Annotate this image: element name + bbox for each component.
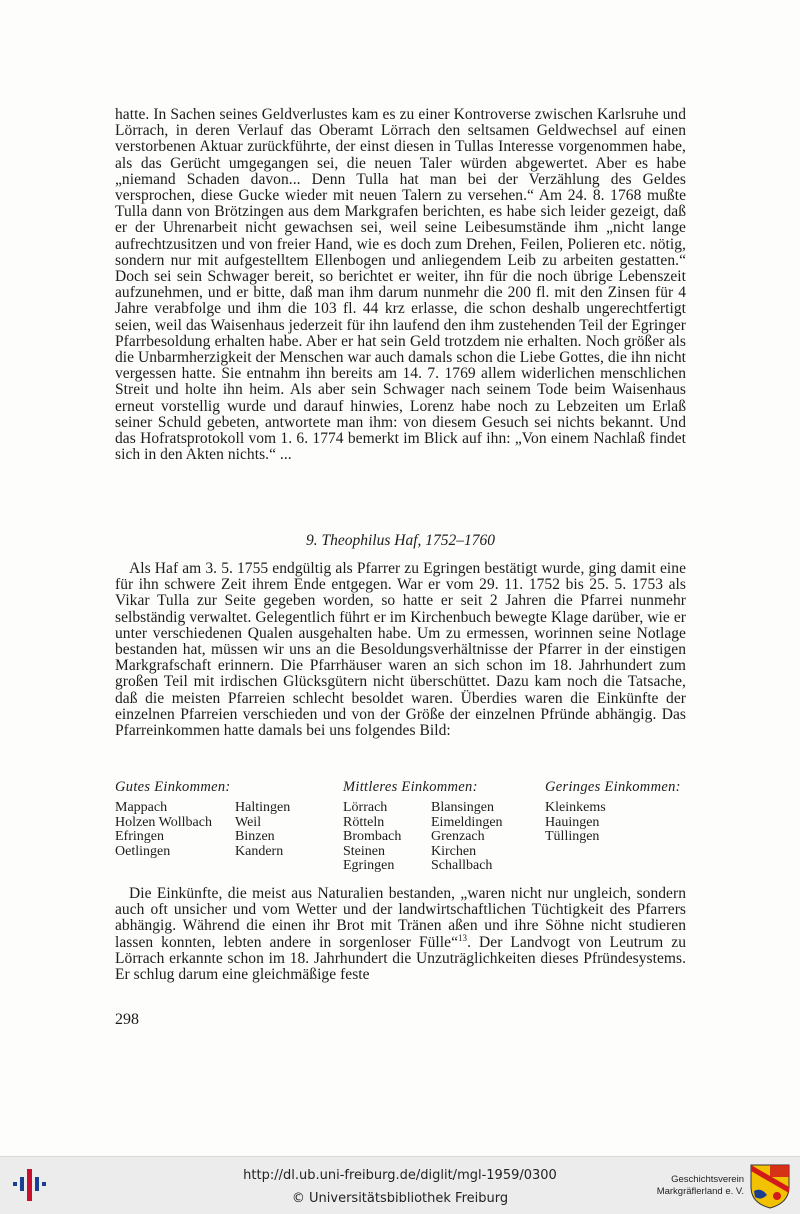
good-income-group — [115, 780, 231, 801]
body-text-top — [115, 107, 686, 463]
good-income-col2 — [235, 801, 290, 859]
list-item: Hauingen — [545, 814, 600, 830]
list-item: Kandern — [235, 843, 284, 859]
list-item: Oetlingen — [115, 843, 171, 859]
good-income-col1 — [115, 801, 212, 859]
footnote-marker[interactable]: 13 — [458, 932, 468, 943]
list-item: Eimeldingen — [431, 814, 503, 830]
list-item: Binzen — [235, 829, 275, 845]
society-name[interactable] — [657, 1174, 744, 1198]
low-income-col1 — [545, 801, 606, 845]
body-text-bottom — [115, 886, 686, 983]
list-item: Kleinkems — [545, 800, 606, 815]
paragraph-3-text-a: Die Einkünfte, die meist aus Naturalien bestanden, „waren nicht nur ungleich, sondern auch oft unsicher und vom Wetter und der landwirtschaftlichen Tüchtigkeit des Pfarrers abhängig. Während die einen ihr Brot mit Tränen aßen und ihre Söhne nicht studieren lassen konnten, lebten andere in sorgenloser Fülle“ — [115, 885, 686, 951]
copyright-text: © Universitätsbibliothek Freiburg — [291, 1191, 509, 1206]
list-item: Efringen — [115, 829, 164, 845]
paragraph-2: Als Haf am 3. 5. 1755 endgültig als Pfarrer zu Egringen bestätigt wurde, ging damit eine für ihn schwere Zeit ihrem Ende entgegen. War er vom 29. 11. 1752 bis 25. 5. 1753 als Vikar Tulla zur Seite gegeben worden, so hatte er seit 2 Jahren die Pfarrei nunmehr selbständig verwaltet. Gelegentlich führt er im Kirchenbuch bewegte Klage darüber, wie er unter verschiedenen Qualen ausgehalten habe. Um zu ermessen, worinnen seine Notlage bestanden hat, müssen wir uns an die Besoldungsverhältnisse der Pfarrer in der einstigen Markgrafschaft erinnern. Die Pfarrhäuser waren an sich schon im 18. Jahrhundert zum großen Teil mit irdischen Glücksgütern nicht überschüttet. Dazu kam noch die Tatsache, daß die meisten Pfarreien schlecht besoldet waren. Überdies waren die Einkünfte der einzelnen Pfarreien verschieden und von der Größe der einzelnen Pfründe abhängig. Das Pfarreinkommen hatte damals bei uns folgendes Bild: — [115, 560, 686, 740]
body-text-middle — [115, 561, 686, 739]
document-url-link[interactable]: http://dl.ub.uni-freiburg.de/diglit/mgl-1959/0300 — [243, 1168, 557, 1183]
coat-of-arms-icon[interactable] — [749, 1163, 791, 1209]
list-item: Holzen Wollbach — [115, 814, 212, 830]
list-item: Grenzach — [431, 829, 485, 845]
good-income-heading: Gutes Einkommen: — [115, 779, 231, 795]
list-item: Tüllingen — [545, 829, 600, 845]
middle-income-group — [343, 780, 478, 801]
low-income-heading: Geringes Einkommen: — [545, 779, 681, 795]
society-line-2: Markgräflerland e. V. — [656, 1186, 744, 1197]
middle-income-col2 — [431, 801, 503, 874]
society-line-1: Geschichtsverein — [671, 1174, 744, 1185]
list-item: Blansingen — [431, 800, 494, 815]
list-item: Weil — [235, 814, 262, 830]
list-item: Schallbach — [431, 858, 493, 874]
middle-income-col1 — [343, 801, 401, 874]
paragraph-1: hatte. In Sachen seines Geldverlustes kam es zu einer Kontroverse zwischen Karlsruhe und Lörrach, in deren Verlauf das Oberamt Lörrach den seltsamen Geldwechsel auf einen verstorbenen Aktuar zurückführte, der einst diesen in Tullas Interesse vorgenommen habe, als das Gerücht umgegangen sei, die neuen Taler würden abgewertet. Aber es habe „niemand Schaden davon... Denn Tulla hat man bei der Verzählung des Geldes versprochen, diese Gucke wieder mit neuen Talern zu versehen.“ Am 24. 8. 1768 mußte Tulla dann von Brötzingen aus dem Markgrafen berichten, es habe sich leider gezeigt, daß er der Uhrenarbeit nicht gewachsen sei, weil seine Leibesumstände ihm „nicht lange aufrechtzusitzen und von freier Hand, wie es doch zum Drehen, Feilen, Polieren etc. nötig, sondern nur mit aufgestelltem Ellenbogen und anliegendem Leib zu arbeiten gestatten.“ Doch sei sein Schwager bereit, so berichtet er weiter, ihn für die noch übrige Lebenszeit aufzunehmen, und er bitte, daß man ihm darum nunmehr die 200 fl. mit den Zinsen für 4 Jahre verabfolge und ihm die 103 fl. 44 krz erlasse, die schon deshalb ungerechtfertigt seien, weil das Waisenhaus jederzeit für ihn laufend den ihm zustehenden Teil der Egringer Pfarrbesoldung erhalten habe. Aber er hat sein Geld trotzdem nie erhalten. Noch größer als die Unbarmherzigkeit der Menschen war auch damals schon die Liebe Gottes, die ihn nicht vergessen hatte. Sie entnahm ihn bereits am 14. 7. 1769 allem widerlichen menschlichen Streit und holte ihn heim. Als aber sein Schwager nach seinem Tode beim Waisenhaus erneut vorstellig wurde und darauf hinwies, Lorenz habe noch zu Lebzeiten um Erlaß seiner Schuld gebeten, antwortete man ihm: von diesem Gesuch sei nichts bekannt. Und das Hofratsprotokoll vom 1. 6. 1774 bemerkt im Blick auf ihn: „Von einem Nachlaß findet sich in den Akten nichts.“ ... — [115, 106, 686, 464]
viewer-footer — [0, 1156, 800, 1214]
middle-income-heading: Mittleres Einkommen: — [343, 779, 478, 795]
list-item: Brombach — [343, 829, 402, 845]
list-item: Steinen — [343, 843, 385, 859]
list-item: Mappach — [115, 800, 168, 815]
list-item: Kirchen — [431, 843, 477, 859]
page-number: 298 — [115, 1011, 139, 1028]
list-item: Rötteln — [343, 814, 385, 830]
section-heading: 9. Theophilus Haf, 1752–1760 — [305, 532, 496, 549]
list-item: Lörrach — [343, 800, 388, 815]
paragraph-3 — [115, 886, 686, 983]
list-item: Haltingen — [235, 800, 291, 815]
list-item: Egringen — [343, 858, 395, 874]
paragraph-3-text-b: . Der Landvogt von Leutrum zu Lörrach erkannte schon im 18. Jahrhundert die Unzuträglichkeiten dieses Pfründesystems. Er schlug darum eine gleichmäßige feste — [115, 933, 686, 984]
low-income-group — [545, 780, 681, 801]
